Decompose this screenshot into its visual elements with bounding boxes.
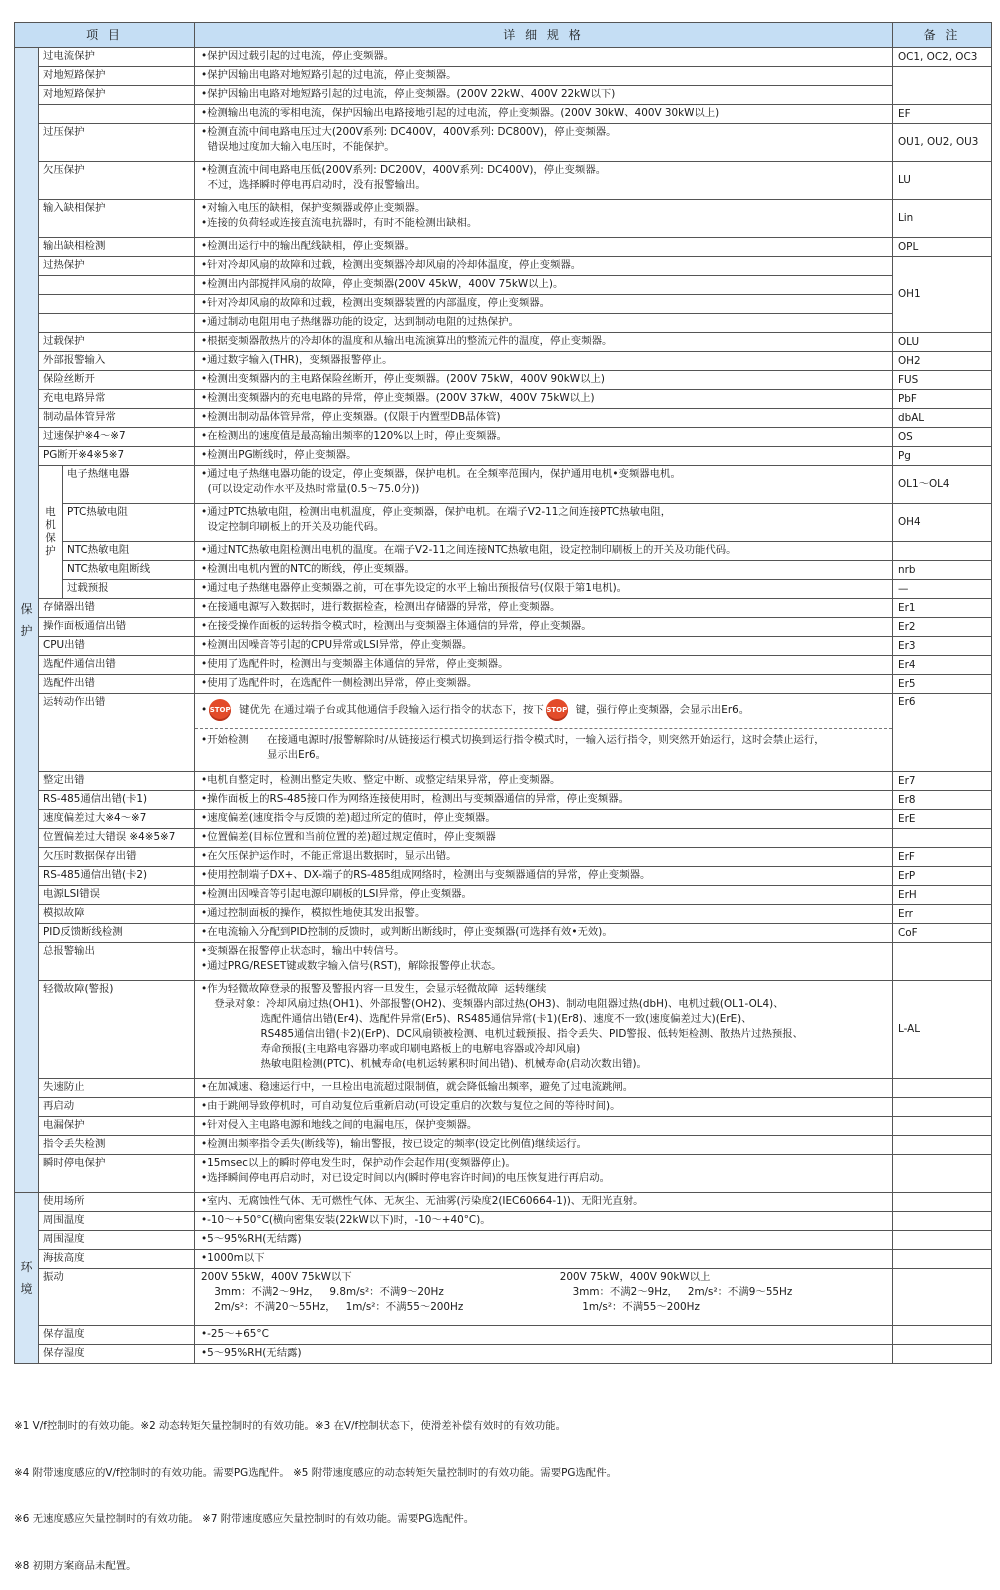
item-code: OC1, OC2, OC3 bbox=[893, 48, 992, 67]
item-name: 位置偏差过大错误 ※4※5※7 bbox=[39, 829, 195, 848]
item-name: 过载保护 bbox=[39, 333, 195, 352]
item-name: 保险丝断开 bbox=[39, 371, 195, 390]
table-row bbox=[15, 656, 992, 675]
item-name: 模拟故障 bbox=[39, 905, 195, 924]
table-row bbox=[15, 810, 992, 829]
table-row bbox=[15, 675, 992, 694]
table-row-env bbox=[15, 1269, 992, 1326]
item-code-empty bbox=[893, 1193, 992, 1212]
item-name: 对地短路保护 bbox=[39, 67, 195, 86]
item-detail: •检测出因噪音等引起电源印刷板的LSI异常，停止变频器。 bbox=[195, 886, 893, 905]
table-row bbox=[15, 1117, 992, 1136]
item-code: OH1 bbox=[893, 257, 992, 333]
item-name: 整定出错 bbox=[39, 772, 195, 791]
item-name: 过压保护 bbox=[39, 124, 195, 162]
item-code bbox=[893, 1155, 992, 1193]
item-detail: •在接通电源写入数据时，进行数据检查，检测出存储器的异常，停止变频器。 bbox=[195, 599, 893, 618]
item-detail: •检测出频率指令丢失(断线等)，输出警报，按已设定的频率(设定比例值)继续运行。 bbox=[195, 1136, 893, 1155]
table-row-env bbox=[15, 1250, 992, 1269]
item-name bbox=[39, 295, 195, 314]
table-row-env bbox=[15, 1193, 992, 1212]
item-code: dbAL bbox=[893, 409, 992, 428]
table-row bbox=[15, 981, 992, 1079]
item-detail: •由于跳闸导致停机时，可自动复位后重新启动(可设定重启的次数与复位之间的等待时间)。 bbox=[195, 1098, 893, 1117]
item-name: 过载预报 bbox=[63, 580, 195, 599]
item-code: L-AL bbox=[893, 981, 992, 1079]
dashed-divider bbox=[195, 728, 892, 729]
table-row bbox=[15, 86, 992, 105]
item-name: NTC热敏电阻断线 bbox=[63, 561, 195, 580]
item-name: 周围湿度 bbox=[39, 1231, 195, 1250]
item-name: 总报警输出 bbox=[39, 943, 195, 981]
item-code: nrb bbox=[893, 561, 992, 580]
header-spec: 详 细 规 格 bbox=[195, 23, 893, 48]
item-detail: •通过控制面板的操作，模拟性地使其发出报警。 bbox=[195, 905, 893, 924]
table-row bbox=[15, 314, 992, 333]
table-row bbox=[15, 943, 992, 981]
item-name: 电漏保护 bbox=[39, 1117, 195, 1136]
item-name: 制动晶体管异常 bbox=[39, 409, 195, 428]
item-detail: •对输入电压的缺相，保护变频器或停止变频器。 •连接的负荷轻或连接直流电抗器时，有时不能检测出缺相。 bbox=[195, 200, 893, 238]
item-name: 指令丢失检测 bbox=[39, 1136, 195, 1155]
item-detail: •在欠压保护运作时，不能正常退出数据时，显示出错。 bbox=[195, 848, 893, 867]
item-code-empty bbox=[893, 1231, 992, 1250]
footnote: ※1 V/f控制时的有效功能。※2 动态转矩矢量控制时的有效功能。※3 在V/f控制状态下，使滑差补偿有效时的有效功能。 bbox=[14, 1420, 566, 1432]
item-detail: •使用控制端子DX+、DX-端子的RS-485组成网络时，检测出与变频器通信的异常，停止变频器。 bbox=[195, 867, 893, 886]
table-row bbox=[15, 504, 992, 542]
item-detail: •检测输出电流的零相电流，保护因输出电路接地引起的过电流，停止变频器。(200V 30kW、400V 30kW以上) bbox=[195, 105, 893, 124]
item-detail: •检测出因噪音等引起的CPU异常或LSI异常，停止变频器。 bbox=[195, 637, 893, 656]
item-detail: •检测出PG断线时，停止变频器。 bbox=[195, 447, 893, 466]
item-name: NTC热敏电阻 bbox=[63, 542, 195, 561]
item-name: 振动 bbox=[39, 1269, 195, 1326]
item-code: EF bbox=[893, 105, 992, 124]
header-row bbox=[15, 23, 992, 48]
category-protect: 保 护 bbox=[15, 48, 39, 1193]
item-code: OU1, OU2, OU3 bbox=[893, 124, 992, 162]
item-detail: •5～95%RH(无结露) bbox=[195, 1345, 893, 1364]
table-row bbox=[15, 238, 992, 257]
item-code: Lin bbox=[893, 200, 992, 238]
item-name: 存储器出错 bbox=[39, 599, 195, 618]
item-name: 保存温度 bbox=[39, 1326, 195, 1345]
table-row bbox=[15, 867, 992, 886]
table-row-env bbox=[15, 1345, 992, 1364]
item-detail: •在检测出的速度值是最高输出频率的120%以上时，停止变频器。 bbox=[195, 428, 893, 447]
item-detail: •检测直流中间电路电压低(200V系列: DC200V，400V系列: DC400V)，停止变频器。 不过，选择瞬时停电再启动时，没有报警输出。 bbox=[195, 162, 893, 200]
table-row bbox=[15, 466, 992, 504]
subcategory-motor: 电 机 保 护 bbox=[39, 466, 63, 599]
item-detail: •通过PTC热敏电阻，检测出电机温度，停止变频器，保护电机。在端子V2-11之间连接PTC热敏电阻， 设定控制印刷板上的开关及功能代码。 bbox=[195, 504, 893, 542]
item-code: OLU bbox=[893, 333, 992, 352]
item-name: 运转动作出错 bbox=[39, 694, 195, 772]
item-detail: •在加减速、稳速运行中，一旦检出电流超过限制值，就会降低输出频率，避免了过电流跳闸。 bbox=[195, 1079, 893, 1098]
item-code bbox=[893, 542, 992, 561]
item-detail: •-25～+65°C bbox=[195, 1326, 893, 1345]
item-code: ErP bbox=[893, 867, 992, 886]
table-row bbox=[15, 829, 992, 848]
item-detail: •针对冷却风扇的故障和过载，检测出变频器冷却风扇的冷却体温度，停止变频器。 bbox=[195, 257, 893, 276]
table-row bbox=[15, 637, 992, 656]
item-detail: •变频器在报警停止状态时，输出中转信号。 •通过PRG/RESET键或数字输入信号(RST)，解除报警停止状态。 bbox=[195, 943, 893, 981]
footnote: ※4 附带速度感应的V/f控制时的有效功能。需要PG选配件。 ※5 附带速度感应的动态转矩矢量控制时的有效功能。需要PG选配件。 bbox=[14, 1466, 617, 1479]
header-item: 项 目 bbox=[15, 23, 195, 48]
item-name: 过电流保护 bbox=[39, 48, 195, 67]
item-name: 海拔高度 bbox=[39, 1250, 195, 1269]
item-code: LU bbox=[893, 162, 992, 200]
item-code: OS bbox=[893, 428, 992, 447]
category-env: 环 境 bbox=[15, 1193, 39, 1364]
item-name: 周围温度 bbox=[39, 1212, 195, 1231]
item-detail: •室内、无腐蚀性气体、无可燃性气体、无灰尘、无油雾(污染度2(IEC60664-1))、无阳光直射。 bbox=[195, 1193, 893, 1212]
table-row bbox=[15, 561, 992, 580]
item-code: OH4 bbox=[893, 504, 992, 542]
item-code bbox=[893, 1079, 992, 1098]
stop-key-text: 键优先 在通过端子台或其他通信手段输入运行指令的状态下，按下 bbox=[239, 704, 544, 716]
table-row bbox=[15, 1079, 992, 1098]
item-code: Er5 bbox=[893, 675, 992, 694]
item-detail: •保护因过载引起的过电流，停止变频器。 bbox=[195, 48, 893, 67]
stop-icon: STOP bbox=[546, 699, 568, 721]
item-code: ErE bbox=[893, 810, 992, 829]
item-code bbox=[893, 943, 992, 981]
header-note: 备 注 bbox=[893, 23, 992, 48]
item-code: ErF bbox=[893, 848, 992, 867]
item-name: 欠压时数据保存出错 bbox=[39, 848, 195, 867]
item-detail: •检测出变频器内的主电路保险丝断开，停止变频器。(200V 75kW，400V 90kW以上) bbox=[195, 371, 893, 390]
table-row bbox=[15, 580, 992, 599]
table-row bbox=[15, 791, 992, 810]
item-code-empty bbox=[893, 1345, 992, 1364]
table-row bbox=[15, 124, 992, 162]
item-code bbox=[893, 829, 992, 848]
table-row bbox=[15, 162, 992, 200]
item-name: 操作面板通信出错 bbox=[39, 618, 195, 637]
item-detail: •检测出运行中的输出配线缺相，停止变频器。 bbox=[195, 238, 893, 257]
item-name: PTC热敏电阻 bbox=[63, 504, 195, 542]
item-detail: •保护因输出电路对地短路引起的过电流，停止变频器。(200V 22kW、400V 22kW以下) bbox=[195, 86, 893, 105]
table-row bbox=[15, 599, 992, 618]
item-detail: •检测出电机内置的NTC的断线，停止变频器。 bbox=[195, 561, 893, 580]
item-detail: •使用了选配件时，在选配件一侧检测出异常，停止变频器。 bbox=[195, 675, 893, 694]
item-detail bbox=[195, 694, 893, 772]
item-name: 选配件通信出错 bbox=[39, 656, 195, 675]
item-code: FUS bbox=[893, 371, 992, 390]
item-name: 过热保护 bbox=[39, 257, 195, 276]
item-code: OPL bbox=[893, 238, 992, 257]
table-row bbox=[15, 48, 992, 67]
table-row bbox=[15, 276, 992, 295]
table-row-env bbox=[15, 1231, 992, 1250]
item-detail: •操作面板上的RS-485接口作为网络连接使用时，检测出与变频器通信的异常，停止变频器。 bbox=[195, 791, 893, 810]
item-name: 瞬时停电保护 bbox=[39, 1155, 195, 1193]
item-name: 输出缺相检测 bbox=[39, 238, 195, 257]
table-row bbox=[15, 905, 992, 924]
item-code: Pg bbox=[893, 447, 992, 466]
table-row bbox=[15, 352, 992, 371]
item-name: 失速防止 bbox=[39, 1079, 195, 1098]
item-code: CoF bbox=[893, 924, 992, 943]
item-name: 欠压保护 bbox=[39, 162, 195, 200]
item-detail: •位置偏差(目标位置和当前位置的差)超过规定值时，停止变频器 bbox=[195, 829, 893, 848]
item-detail: •作为轻微故障登录的报警及警报内容一旦发生，会显示轻微故障 运转继续 登录对象：冷却风扇过热(OH1)、外部报警(OH2)、变频器内部过热(OH3)、制动电阻器过热(dbH)、电机过载(OL1-OL4)、 选配件通信出错(Er4)、选配件异常(Er5)、RS485通信异常(卡1)(Er8)、速度不一致(速度偏差过大)(ErE)、 RS485通信出错(卡2)(ErP)、DC风扇锁被检测、电机过载预报、指令丢失、PID警报、低转矩检测、散热片过热预报、 寿命预报(主电路电容器功率或印刷电路板上的电解电容器或冷却风扇) 热敏电阻检测(PTC)、机械寿命(电机运转累积时间出错)、机械寿命(启动次数出错)。 bbox=[195, 981, 893, 1079]
item-detail: •在接受操作面板的运转指令模式时，检测出与变频器主体通信的异常，停止变频器。 bbox=[195, 618, 893, 637]
spec-table bbox=[14, 22, 992, 1364]
item-name: CPU出错 bbox=[39, 637, 195, 656]
table-row bbox=[15, 1155, 992, 1193]
item-detail: •-10～+50°C(横向密集安装(22kW以下)时，-10～+40°C)。 bbox=[195, 1212, 893, 1231]
item-name: PID反馈断线检测 bbox=[39, 924, 195, 943]
item-code: Er2 bbox=[893, 618, 992, 637]
start-check-label: •开始检测 bbox=[201, 734, 249, 746]
table-row bbox=[15, 772, 992, 791]
table-row bbox=[15, 924, 992, 943]
item-detail: •根据变频器散热片的冷却体的温度和从输出电流演算出的整流元件的温度，停止变频器。 bbox=[195, 333, 893, 352]
item-detail: •保护因输出电路对地短路引起的过电流，停止变频器。 bbox=[195, 67, 893, 86]
item-code: Er1 bbox=[893, 599, 992, 618]
table-row bbox=[15, 886, 992, 905]
item-code: Er8 bbox=[893, 791, 992, 810]
item-name: 保存湿度 bbox=[39, 1345, 195, 1364]
item-code bbox=[893, 1136, 992, 1155]
item-code-empty bbox=[893, 1250, 992, 1269]
item-code: Err bbox=[893, 905, 992, 924]
stop-key-text-end: 键，强行停止变频器，会显示出Er6。 bbox=[575, 704, 750, 716]
item-name: 充电电路异常 bbox=[39, 390, 195, 409]
item-detail: •通过电子热继电器停止变频器之前，可在事先设定的水平上输出预报信号(仅限于第1电机)。 bbox=[195, 580, 893, 599]
item-detail: •通过NTC热敏电阻检测出电机的温度。在端子V2-11之间连接NTC热敏电阻，设定控制印刷板上的开关及功能代码。 bbox=[195, 542, 893, 561]
item-name: 使用场所 bbox=[39, 1193, 195, 1212]
footnote: ※8 初期方案商品未配置。 bbox=[14, 1559, 137, 1572]
table-row bbox=[15, 618, 992, 637]
start-check-text: 在接通电源时/报警解除时/从链接运行模式切换到运行指令模式时，一输入运行指令，则突然开始运行，这时会禁止运行， 显示出Er6。 bbox=[267, 734, 825, 761]
item-detail: •15msec以上的瞬时停电发生时，保护动作会起作用(变频器停止)。 •选择瞬间停电再启动时，对已设定时间以内(瞬时停电容许时间)的电压恢复进行再启动。 bbox=[195, 1155, 893, 1193]
item-code: Er3 bbox=[893, 637, 992, 656]
item-name: 速度偏差过大※4～※7 bbox=[39, 810, 195, 829]
item-name: PG断开※4※5※7 bbox=[39, 447, 195, 466]
item-code-empty bbox=[893, 1212, 992, 1231]
item-name: 对地短路保护 bbox=[39, 86, 195, 105]
table-row bbox=[15, 542, 992, 561]
item-code bbox=[893, 1098, 992, 1117]
item-detail: •通过数字输入(THR)，变频器报警停止。 bbox=[195, 352, 893, 371]
item-name bbox=[39, 314, 195, 333]
item-name: 外部报警输入 bbox=[39, 352, 195, 371]
table-row bbox=[15, 848, 992, 867]
table-row bbox=[15, 390, 992, 409]
stop-key-priority-line bbox=[201, 695, 889, 725]
table-row bbox=[15, 1136, 992, 1155]
stop-icon: STOP bbox=[209, 699, 231, 721]
item-name: RS-485通信出错(卡1) bbox=[39, 791, 195, 810]
footnote: ※6 无速度感应矢量控制时的有效功能。 ※7 附带速度感应矢量控制时的有效功能。需要PG选配件。 bbox=[14, 1513, 475, 1525]
table-row bbox=[15, 447, 992, 466]
item-code: — bbox=[893, 580, 992, 599]
table-row bbox=[15, 1098, 992, 1117]
table-row bbox=[15, 371, 992, 390]
table-row-op-error bbox=[15, 694, 992, 772]
item-name bbox=[39, 276, 195, 295]
item-code bbox=[893, 67, 992, 105]
item-detail: •针对侵入主电路电源和地线之间的电漏电压，保护变频器。 bbox=[195, 1117, 893, 1136]
item-detail: •使用了选配件时，检测出与变频器主体通信的异常，停止变频器。 bbox=[195, 656, 893, 675]
item-code-empty bbox=[893, 1269, 992, 1326]
item-name: 选配件出错 bbox=[39, 675, 195, 694]
item-name bbox=[39, 105, 195, 124]
table-row bbox=[15, 295, 992, 314]
table-row bbox=[15, 333, 992, 352]
item-name: 输入缺相保护 bbox=[39, 200, 195, 238]
item-code bbox=[893, 1117, 992, 1136]
table-row-env bbox=[15, 1212, 992, 1231]
item-detail: •通过制动电阻用电子热继器功能的设定，达到制动电阻的过热保护。 bbox=[195, 314, 893, 333]
item-detail: •5～95%RH(无结露) bbox=[195, 1231, 893, 1250]
table-row-env bbox=[15, 1326, 992, 1345]
item-code: Er4 bbox=[893, 656, 992, 675]
item-code-empty bbox=[893, 1326, 992, 1345]
table-row bbox=[15, 200, 992, 238]
footnotes bbox=[14, 1388, 991, 1590]
item-name: 过速保护※4～※7 bbox=[39, 428, 195, 447]
item-code: PbF bbox=[893, 390, 992, 409]
item-detail: •检测出内部搅拌风扇的故障，停止变频器(200V 45kW，400V 75kW以上)。 bbox=[195, 276, 893, 295]
item-code: ErH bbox=[893, 886, 992, 905]
item-detail: •在电流输入分配到PID控制的反馈时，或判断出断线时，停止变频器(可选择有效•无效)。 bbox=[195, 924, 893, 943]
item-code: OL1～OL4 bbox=[893, 466, 992, 504]
item-detail: •通过电子热继电器功能的设定，停止变频器，保护电机。在全频率范围内，保护通用电机•变频器电机。 (可以设定动作水平及热时常量(0.5～75.0分)) bbox=[195, 466, 893, 504]
item-name: 电子热继电器 bbox=[63, 466, 195, 504]
table-row bbox=[15, 67, 992, 86]
item-detail: •针对冷却风扇的故障和过载，检测出变频器装置的内部温度，停止变频器。 bbox=[195, 295, 893, 314]
table-row bbox=[15, 409, 992, 428]
item-code: Er7 bbox=[893, 772, 992, 791]
item-name: 轻微故障(警报) bbox=[39, 981, 195, 1079]
table-row bbox=[15, 428, 992, 447]
item-detail: •检测直流中间电路电压过大(200V系列: DC400V，400V系列: DC800V)，停止变频器。 错误地过度加大输入电压时，不能保护。 bbox=[195, 124, 893, 162]
item-detail: •电机自整定时，检测出整定失败、整定中断、或整定结果异常，停止变频器。 bbox=[195, 772, 893, 791]
table-row bbox=[15, 105, 992, 124]
item-name: RS-485通信出错(卡2) bbox=[39, 867, 195, 886]
item-name: 再启动 bbox=[39, 1098, 195, 1117]
item-detail: •检测出制动晶体管异常，停止变频器。(仅限于内置型DB晶体管) bbox=[195, 409, 893, 428]
item-code: OH2 bbox=[893, 352, 992, 371]
item-name: 电源LSI错误 bbox=[39, 886, 195, 905]
item-detail: 200V 55kW，400V 75kW以下 200V 75kW，400V 90kW以上 3mm：不满2～9Hz， 9.8m/s²：不满9～20Hz 3mm：不满2～9Hz， 2m/s²：不满9～55Hz 2m/s²：不满20～55Hz， 1m/s²：不满55～200Hz 1m/s²：不满55～200Hz bbox=[195, 1269, 893, 1326]
item-code: Er6 bbox=[893, 694, 992, 772]
item-detail: •检测出变频器内的充电电路的异常，停止变频器。(200V 37kW，400V 75kW以上) bbox=[195, 390, 893, 409]
item-detail: •速度偏差(速度指令与反馈的差)超过所定的值时，停止变频器。 bbox=[195, 810, 893, 829]
table-row bbox=[15, 257, 992, 276]
bullet: • bbox=[201, 704, 208, 716]
start-check-line bbox=[201, 732, 889, 765]
item-detail: •1000m以下 bbox=[195, 1250, 893, 1269]
